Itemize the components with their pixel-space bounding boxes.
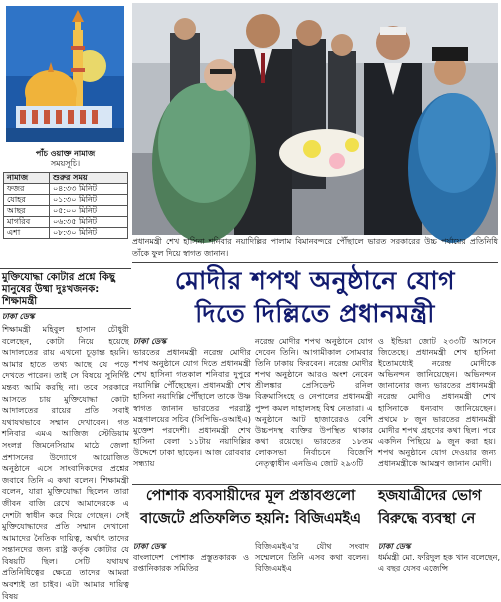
story2-headline-line: বাজেটে প্রতিফলিত হয়নি: বিজিএমইএ <box>140 511 361 527</box>
divider <box>132 262 498 263</box>
main-headline-line: দিতে দিল্লিতে প্রধানমন্ত্রী <box>195 299 435 328</box>
prayer-table-header <box>4 173 128 184</box>
main-headline-line: মোদীর শপথ অনুষ্ঠানে যোগ <box>174 266 456 295</box>
main-story-text: ও ইন্ডিয়া জোট ২৩৩টি আসনে জিতেছে। প্রধানমন্ত্রী শেখ হাসিনা ইতোমধ্যেই নরেন্দ্র মোদীকে অভিনন্দন জানিয়েছেন। অভিনন্দন জানানোর জন্য ভারতের প্রধানমন্ত্রী নরেন্দ্র মোদীও প্রধানমন্ত্রী শেখ হাসিনাকে ধন্যবাদ জানিয়েছেন। প্রথমে ৮ জুন ভারতের প্রধানমন্ত্রী মোদীর শপথ গ্রহণের কথা ছিল। পরে একদিন পিছিয়ে ৯ জুন করা হয়। শপথ অনুষ্ঠানে যোগ দেওয়ার জন্য প্রধানমন্ত্রীকে আমন্ত্রণ জানান মোদী। <box>378 336 496 469</box>
main-story-column <box>255 336 373 469</box>
story3-text: ধর্মমন্ত্রী মো. ফরিদুল হক খান বলেছেন, এ বছর যেসব এজেন্সি <box>378 553 500 573</box>
prayer-times-box <box>0 0 131 267</box>
prayer-name: আছর <box>4 206 50 217</box>
mosque-illustration <box>6 6 124 142</box>
main-story-column <box>378 336 496 469</box>
prayer-title: পাঁচ ওয়াক্ত নামাজ <box>35 149 96 158</box>
left-story-body: শিক্ষামন্ত্রী মহিবুল হাসান চৌধুরী বলেছেন, কোটা নিয়ে হয়েছে আদালতের রায় এখনো চূড়ান্ত হয়নি। আমার হাতে তথ্য আছে যে পড়ে দেখতে পারেন। তাই সে বিষয়ে সুনির্দিষ্ট মন্তব্য আমি করছি না। তবে সরকারে আসতে চায় মুক্তিযোদ্ধা কোটা আদালতের রায়ের প্রতি সবাই যথাযথভাবে সম্মান দেখাবেন। গত শনিবার এমএ আজিজ স্টেডিয়াম সংলগ্ন জিমনেসিয়াম মাঠে জেলা প্রশাসনের উদ্যোগে আয়োজিত অনুষ্ঠানে এসে সাংবাদিকদের প্রশ্নের জবাবে তিনি এ কথা বলেন। শিক্ষামন্ত্রী বলেন, যারা মুক্তিযোদ্ধা ছিলেন তারা জীবন বাজি রেখে আমাদেরকে এ দেশটা স্বাধীন করে দিয়ে গেছেন। সেই মুক্তিযোদ্ধাদের প্রতি সম্মান দেখানো আমাদের নৈতিক দায়িত্ব, অর্থাৎ তাদের সন্তানদের জন্য রাষ্ট্র কর্তৃক কোটার যে বিষয়টি ছিল। সেটি যথাযথ প্রতিনিধিত্বের ক্ষেত্রে তাদের আমরা অবশ্যই তা চাইব। এটা আমার দায়িত্ব বিষয় <box>2 324 129 601</box>
story3-column <box>378 541 500 574</box>
main-story-text: নরেন্দ্র মোদীর শপথ অনুষ্ঠানে যোগ দেবেন তিনি। আগামীকাল সোমবার তিনি ঢাকায় ফিরবেন। নরেন্দ্র মোদীর শপথ অনুষ্ঠানে আরও অংশ নেবেন শ্রীলঙ্কার প্রেসিডেন্ট রনিল বিক্রমাসিংহে ও নেপালের প্রধানমন্ত্রী পুষ্প কমল দাহালসহ বিশ্ব নেতারা। এ অনুষ্ঠানে আট হাজারেরও বেশি উচ্চপদস্থ ব্যক্তির উপস্থিত থাকার কথা রয়েছে। ভারতের ১৮তম লোকসভা নির্বাচনে বিজেপি নেতৃত্বাধীন এনডিএ জোট ২৯৩টি <box>255 336 373 469</box>
prayer-time: ০৮:৩০ মিনিট <box>49 228 127 239</box>
news-photo <box>132 3 498 235</box>
story2-text: বিজিএমইএ'র যৌথ সংবাদ সম্মেলনে তিনি এসব কথা বলেন। বিজিএমইএ <box>255 542 369 573</box>
prayer-time: ০১:৩০ মিনিট <box>49 195 127 206</box>
prayer-row <box>4 195 128 206</box>
main-story-column <box>133 336 251 469</box>
story2-text: বাংলাদেশ পোশাক প্রস্তুতকারক ও রপ্তানিকারক সমিতির <box>133 553 249 573</box>
main-story-byline: ঢাকা ডেস্ক <box>133 336 167 346</box>
prayer-time: ০৫:০০ মিনিট <box>49 206 127 217</box>
story2-byline: ঢাকা ডেস্ক <box>133 542 166 551</box>
prayer-name: ফজর <box>4 184 50 195</box>
story3-headline-line: হজযাত্রীদের ভোগ <box>378 488 482 504</box>
story3-byline: ঢাকা ডেস্ক <box>378 542 411 551</box>
main-headline <box>132 264 498 330</box>
prayer-header-name: নামাজ <box>4 173 50 184</box>
main-story-text: ভারতের প্রধানমন্ত্রী নরেন্দ্র মোদীর শপথ অনুষ্ঠানে যোগ দিতে প্রধানমন্ত্রী শেখ হাসিনা গতকাল শনিবার দুপুরে নয়াদিল্লি পৌঁছেছেন। প্রধানমন্ত্রী শেখ হাসিনা নয়াদিল্লি পৌঁছালে তাকে উষ্ণ স্বাগত জানান ভারতের পররাষ্ট্র মন্ত্রণালয়ের সচিব (সিপিভি-ওআইএ) মুক্তেশ পরদেশী। প্রধানমন্ত্রী শেখ হাসিনা বেলা ১১টায় নয়াদিল্লির উদ্দেশে ঢাকা ছাড়েন। আজ রোববার সন্ধ্যায় <box>133 347 251 469</box>
left-story-headline: মুক্তিযোদ্ধা কোটার প্রশ্নে কিছু মানুষের উষ্মা দুঃখজনক: শিক্ষামন্ত্রী <box>0 269 131 309</box>
prayer-row <box>4 184 128 195</box>
story2-column <box>255 541 369 574</box>
story2-column <box>133 541 249 574</box>
story3-headline-line: বিরুদ্ধে ব্যবস্থা নে <box>378 511 476 527</box>
prayer-subtitle: সময়সূচি। <box>50 159 81 168</box>
prayer-time: ০৬:৩৫ মিনিট <box>49 217 127 228</box>
prayer-name: এশা <box>4 228 50 239</box>
prayer-name: মাগরিব <box>4 217 50 228</box>
left-story <box>0 269 131 601</box>
prayer-row <box>4 206 128 217</box>
left-story-byline: ঢাকা ডেস্ক <box>2 312 35 321</box>
prayer-time: ০৪:৩৩ মিনিট <box>49 184 127 195</box>
photo-caption: প্রধানমন্ত্রী শেখ হাসিনা শনিবার নয়াদিল্লির পালাম বিমানবন্দরে পৌঁছালে ভারত সরকারের উচ্চ পর্যায়ের প্রতিনিধি তাঁকে ফুল দিয়ে স্বাগত জানান। <box>132 237 498 258</box>
story2-headline <box>132 485 369 531</box>
prayer-table <box>3 172 128 239</box>
prayer-row <box>4 217 128 228</box>
prayer-name: যোহর <box>4 195 50 206</box>
story2-headline-line: পোশাক ব্যবসায়ীদের মূল প্রস্তাবগুলো <box>145 488 356 504</box>
prayer-header-time: শুরুর সময় <box>49 173 127 184</box>
story3-headline <box>378 485 501 531</box>
prayer-row <box>4 228 128 239</box>
